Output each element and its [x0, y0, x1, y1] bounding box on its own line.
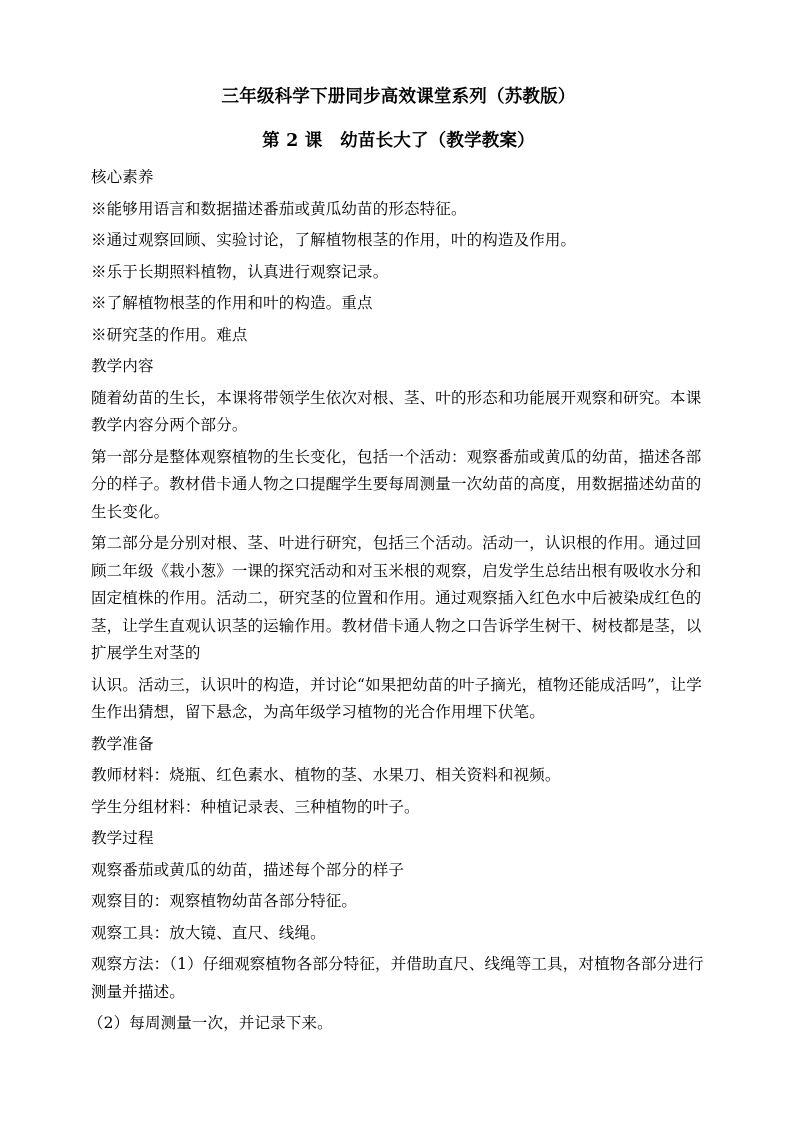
lesson-title: 第 2 课 幼苗长大了（教学教案）: [262, 131, 535, 151]
process-paragraph: 观察番茄或黄瓜的幼苗，描述每个部分的样子: [91, 860, 405, 879]
core-literacy-item: ※研究茎的作用。难点: [91, 325, 248, 344]
heading-teaching-preparation: 教学准备: [91, 734, 154, 753]
core-literacy-item: ※了解植物根茎的作用和叶的构造。重点: [91, 294, 373, 312]
heading-teaching-process: 教学过程: [91, 829, 154, 847]
document-page: [88, 82, 706, 1038]
heading-core-literacy: 核心素养: [91, 168, 154, 186]
content-paragraph: 认识。活动三，认识叶的构造，并讨论“如果把幼苗的叶子摘光，植物还能成活吗”，让学生作出猜想，留下悬念，为高年级学习植物的光合作用埋下伏笔。: [91, 675, 702, 721]
preparation-item: 教师材料：烧瓶、红色素水、植物的茎、水果刀、相关资料和视频。: [91, 766, 561, 784]
core-literacy-item: ※乐于长期照料植物，认真进行观察记录。: [91, 262, 389, 281]
document-title: 三年级科学下册同步高效课堂系列（苏教版）: [221, 87, 576, 107]
content-paragraph: 第一部分是整体观察植物的生长变化，包括一个活动：观察番茄或黄瓜的幼苗，描述各部分的样子。教材借卡通人物之口提醒学生要每周测量一次幼苗的高度，用数据描述幼苗的生长变化。: [91, 447, 702, 521]
preparation-item: 学生分组材料：种植记录表、三种植物的叶子。: [91, 797, 420, 816]
process-paragraph: （2）每周测量一次，并记录下来。: [88, 1014, 333, 1032]
heading-teaching-content: 教学内容: [91, 357, 154, 375]
process-paragraph: 观察目的：观察植物幼苗各部分特征。: [91, 892, 358, 910]
content-paragraph: 随着幼苗的生长，本课将带领学生依次对根、茎、叶的形态和功能展开观察和研究。本课教学内容分两个部分。: [91, 388, 702, 434]
core-literacy-item: ※通过观察回顾、实验讨论，了解植物根茎的作用，叶的构造及作用。: [91, 231, 577, 249]
process-paragraph: 观察工具：放大镜、直尺、线绳。: [91, 923, 326, 942]
process-paragraph: 观察方法：（1）仔细观察植物各部分特征，并借助直尺、线绳等工具，对植物各部分进行测量并描述。: [91, 955, 704, 1001]
content-paragraph: 第二部分是分别对根、茎、叶进行研究，包括三个活动。活动一，认识根的作用。通过回顾二年级《栽小葱》一课的探究活动和对玉米根的观察，启发学生总结出根有吸收水分和固定植株的作用。活动二，研究茎的位置和作用。通过观察插入红色水中后被染成红色的茎，让学生直观认识茎的运输作用。教材借卡通人物之口告诉学生树干、树枝都是茎，以扩展学生对茎的: [91, 534, 702, 662]
core-literacy-item: ※能够用语言和数据描述番茄或黄瓜幼苗的形态特征。: [91, 199, 467, 218]
